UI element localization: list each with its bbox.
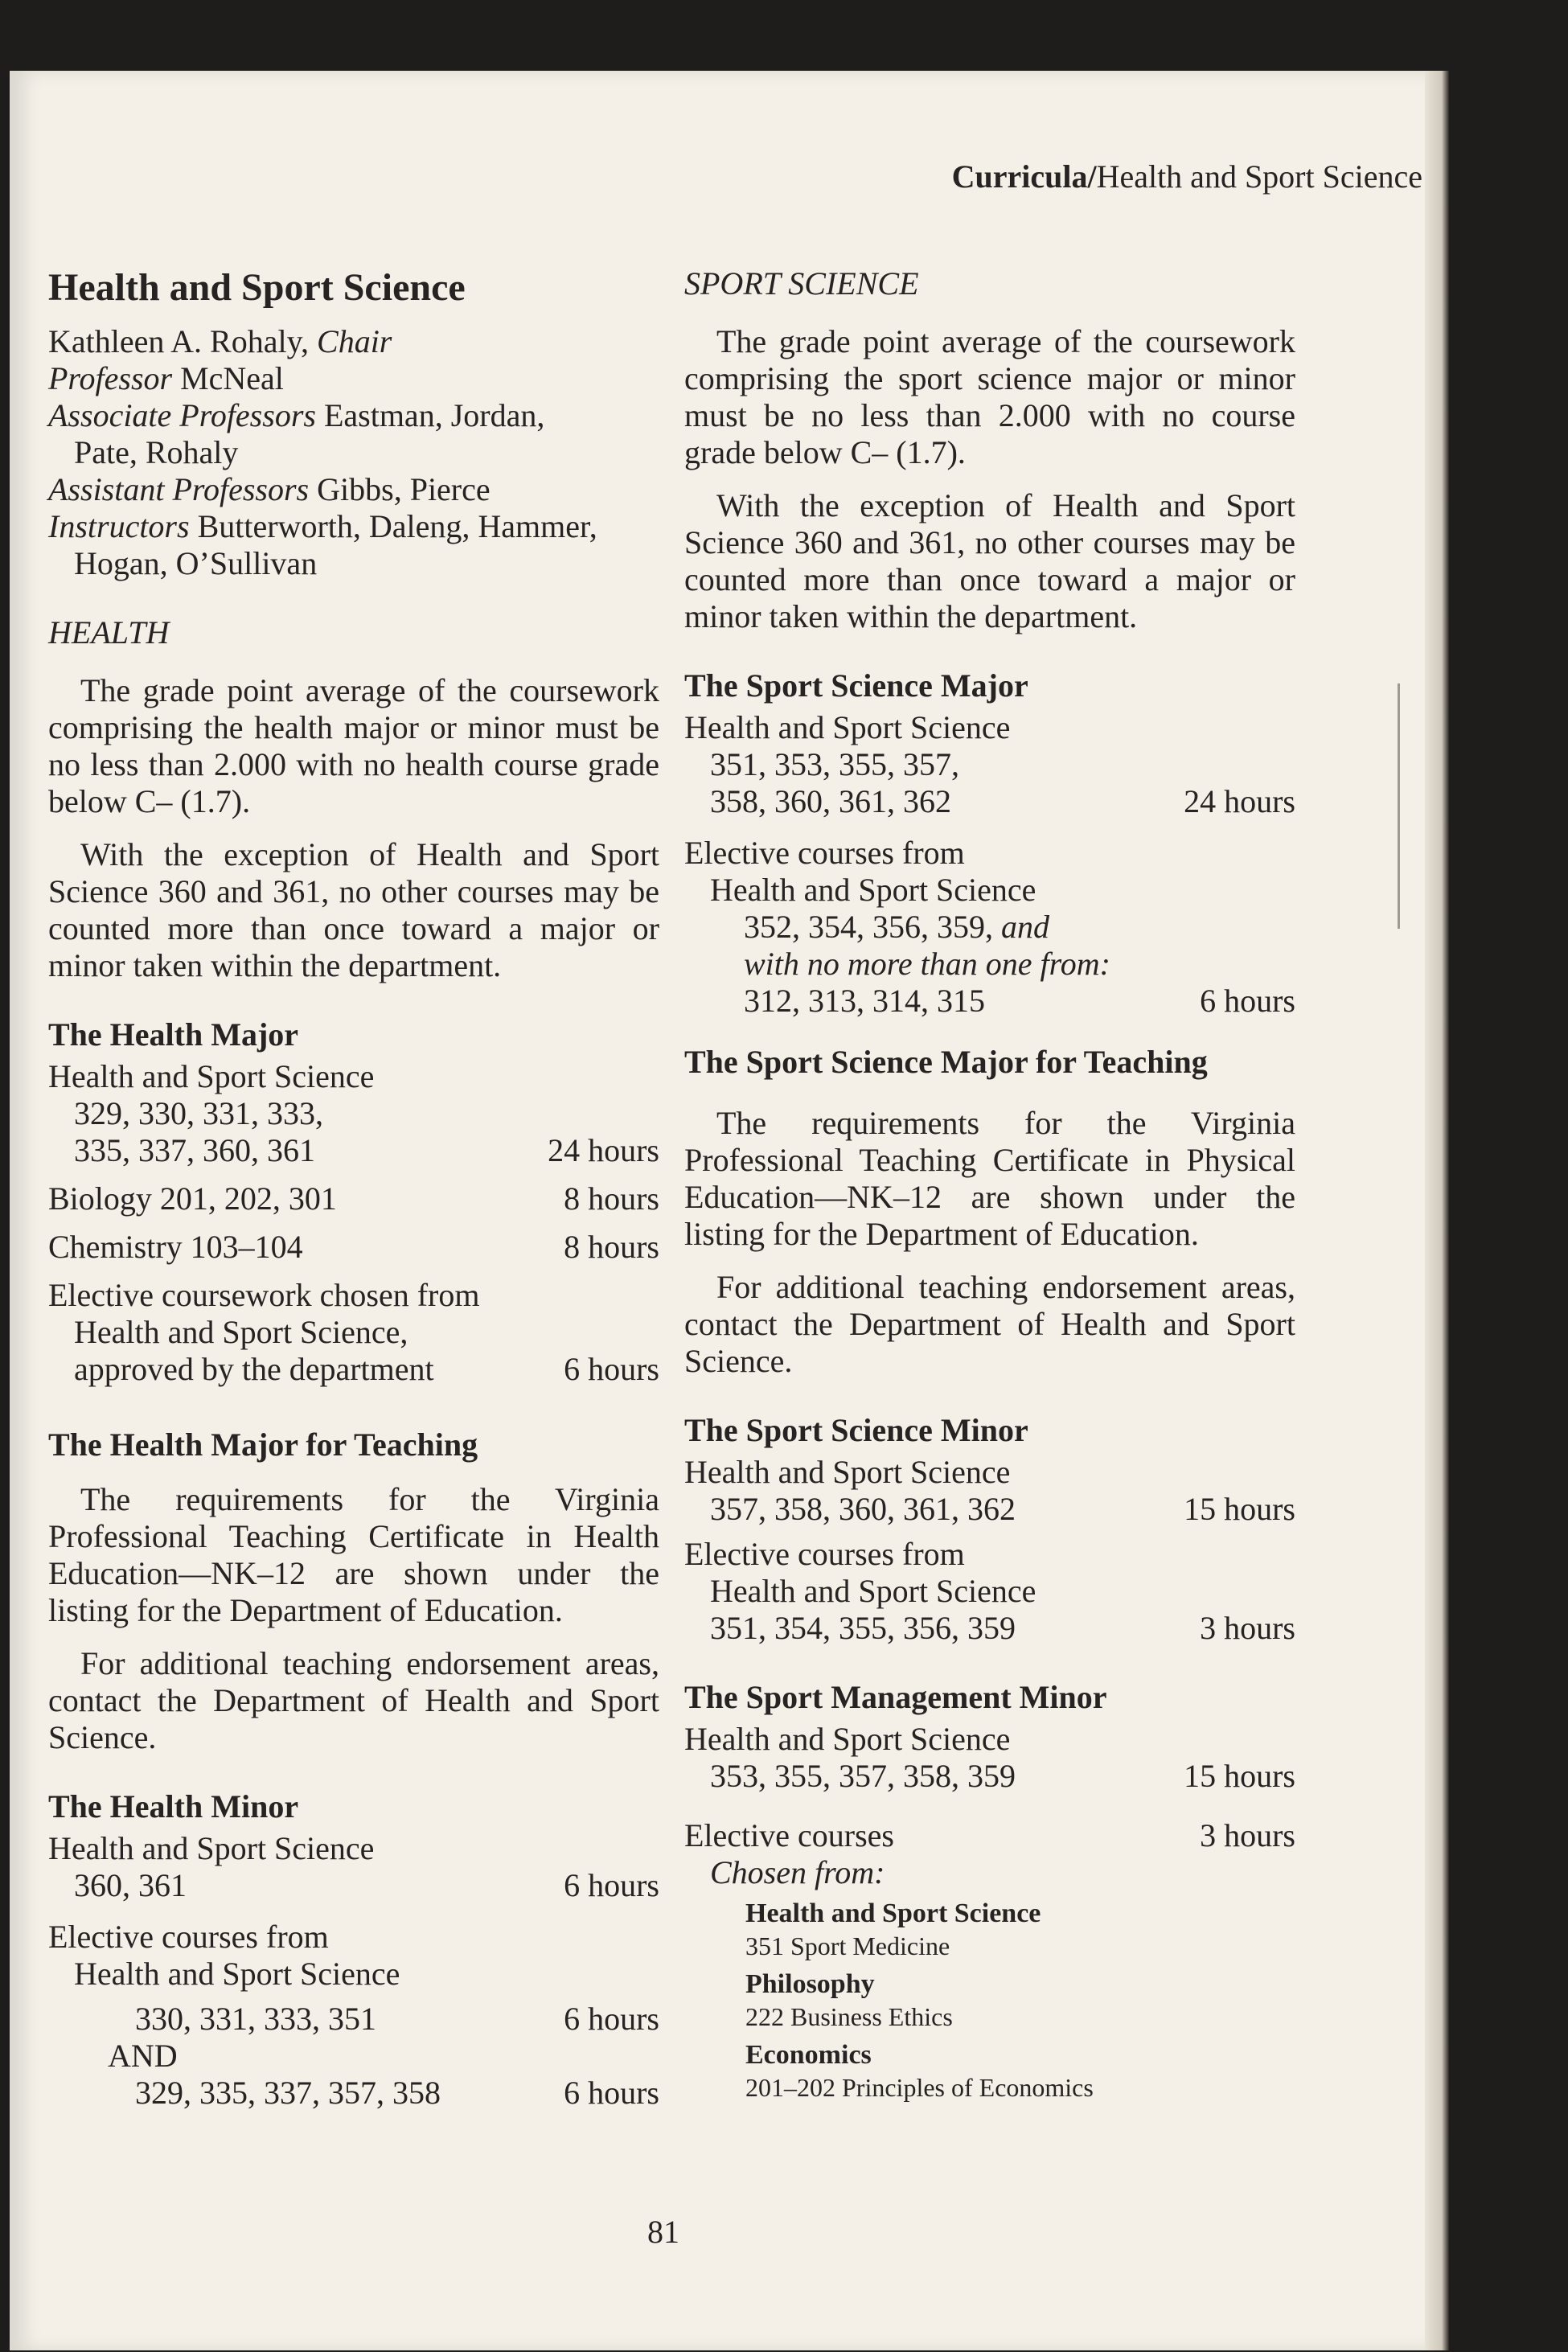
health-major — [48, 1016, 659, 1388]
health-minor-l2-hours: 6 hours — [564, 1867, 659, 1903]
health-bio: Biology 201, 202, 301 — [48, 1180, 337, 1217]
running-head — [952, 158, 1422, 195]
assoc-line — [48, 397, 659, 434]
chosen-subject: Economics — [745, 2040, 872, 2070]
sport-exception-paragraph: With the exception of Health and Sport Science 360 and 361, no other courses may be counted more than once toward a major or minor taken within the department. — [684, 487, 1295, 634]
sport-minor-e3-row — [684, 1610, 1295, 1647]
sport-teaching-title: The Sport Science Major for Teaching — [684, 1044, 1208, 1080]
page-number: 81 — [647, 2214, 679, 2250]
health-teaching-para1: The requirements for the Virginia Professional Teaching Certificate in Health Education—NK–12 are shown under the listing for the Department of Education. — [48, 1481, 659, 1628]
health-elec1: Elective coursework chosen from — [48, 1277, 480, 1313]
page-edge — [1425, 71, 1449, 2350]
sport-minor-l1: Health and Sport Science — [684, 1454, 1011, 1490]
instr-names-2: Hogan, O’Sullivan — [74, 545, 318, 581]
sport-major-l3: 358, 360, 361, 362 — [710, 783, 951, 819]
health-minor-l2: 360, 361 — [74, 1867, 187, 1903]
sport-management-chosen: Chosen from: — [710, 1854, 885, 1890]
sport-minor-e3: 351, 354, 355, 356, 359 — [710, 1610, 1016, 1646]
sport-management-l2-row — [684, 1758, 1295, 1795]
health-elec3-row — [48, 1351, 659, 1388]
sport-major-title: The Sport Science Major — [684, 667, 1028, 704]
health-gpa-paragraph: The grade point average of the coursework comprising the health major or minor must be no less than 2.000 with no health course grade below C– (1.7). — [48, 672, 659, 819]
instr-title: Instructors — [48, 508, 190, 544]
health-major-l3-hours: 24 hours — [548, 1132, 659, 1168]
health-major-title: The Health Major — [48, 1016, 299, 1053]
department-title: Health and Sport Science — [48, 266, 466, 309]
asst-line — [48, 471, 659, 508]
sport-major-e5-row — [684, 983, 1295, 1020]
chair-name: Kathleen A. Rohaly, — [48, 323, 310, 359]
running-head-rest: Health and Sport Science — [1096, 158, 1422, 195]
sport-major-e3a: 352, 354, 356, 359, — [744, 909, 993, 945]
assoc-names-2: Pate, Rohaly — [74, 434, 239, 470]
chosen-subject: Philosophy — [745, 1969, 875, 1999]
sport-gpa-paragraph: The grade point average of the coursework comprising the sport science major or minor must be no less than 2.000 with no course grade below C– (1.7). — [684, 323, 1295, 470]
sport-major-e4: with no more than one from: — [744, 946, 1110, 982]
instr-line — [48, 508, 659, 545]
sport-management-l2-hours: 15 hours — [1184, 1758, 1295, 1794]
sport-minor-l2-hours: 15 hours — [1184, 1491, 1295, 1527]
sport-major-e3b: and — [1001, 909, 1049, 945]
health-elec3: approved by the department — [74, 1351, 434, 1387]
health-bio-row — [48, 1180, 659, 1217]
health-minor-l1: Health and Sport Science — [48, 1830, 375, 1866]
sport-minor-l2-row — [684, 1491, 1295, 1528]
health-minor-e4-hours: 6 hours — [564, 2075, 659, 2111]
sport-minor — [684, 1412, 1295, 1647]
chair-line — [48, 323, 659, 360]
sport-management-e1: Elective courses — [684, 1817, 894, 1853]
sport-major-l3-hours: 24 hours — [1184, 783, 1295, 819]
asst-title: Assistant Professors — [48, 471, 310, 507]
health-teaching-para2: For additional teaching endorsement areas, contact the Department of Health and Sport Science. — [48, 1645, 659, 1755]
sport-minor-e1: Elective courses from — [684, 1536, 965, 1572]
health-bio-hours: 8 hours — [564, 1180, 659, 1217]
health-exception-paragraph: With the exception of Health and Sport Science 360 and 361, no other courses may be counted more than once toward a major or minor taken within the department. — [48, 836, 659, 983]
professor-title: Professor — [48, 360, 173, 396]
left-column — [48, 265, 659, 2136]
health-chem: Chemistry 103–104 — [48, 1229, 303, 1265]
health-teaching — [48, 1426, 659, 1756]
sport-major-e3 — [684, 909, 1295, 946]
sport-teaching — [684, 1044, 1295, 1380]
sport-management-e1-row — [684, 1817, 1295, 1854]
professor-line — [48, 360, 659, 397]
margin-rule — [1398, 683, 1400, 929]
sport-teaching-para2: For additional teaching endorsement areas, contact the Department of Health and Sport Science. — [684, 1269, 1295, 1379]
sport-major-e1: Elective courses from — [684, 835, 965, 871]
sport-major-l1: Health and Sport Science — [684, 709, 1011, 745]
faculty-list — [48, 323, 659, 582]
assoc-title: Associate Professors — [48, 397, 316, 433]
health-teaching-title: The Health Major for Teaching — [48, 1426, 478, 1463]
health-minor-e1: Elective courses from — [48, 1919, 329, 1955]
health-minor-e3: 330, 331, 333, 351 — [135, 2001, 376, 2037]
health-minor-e4: 329, 335, 337, 357, 358 — [135, 2075, 441, 2111]
sport-major-e2: Health and Sport Science — [710, 872, 1036, 908]
health-major-l3: 335, 337, 360, 361 — [74, 1132, 315, 1168]
instr-names-1: Butterworth, Daleng, Hammer, — [197, 508, 597, 544]
sport-major — [684, 667, 1295, 1020]
health-minor-e3-hours: 6 hours — [564, 2001, 659, 2037]
professor-names: McNeal — [180, 360, 284, 396]
health-minor-and: AND — [108, 2038, 178, 2074]
health-major-l3-row — [48, 1132, 659, 1169]
sport-major-l2: 351, 353, 355, 357, — [710, 746, 959, 782]
health-chem-hours: 8 hours — [564, 1229, 659, 1265]
sport-minor-title: The Sport Science Minor — [684, 1412, 1028, 1448]
sport-teaching-para1: The requirements for the Virginia Professional Teaching Certificate in Physical Education—NK–12 are shown under the listing for the Department of Education. — [684, 1105, 1295, 1252]
sport-major-e5: 312, 313, 314, 315 — [744, 983, 985, 1019]
sport-minor-l2: 357, 358, 360, 361, 362 — [710, 1491, 1016, 1527]
health-minor — [48, 1788, 659, 2112]
sport-minor-e2: Health and Sport Science — [710, 1573, 1036, 1609]
health-heading: HEALTH — [48, 614, 170, 651]
health-minor-e2: Health and Sport Science — [74, 1956, 400, 1992]
chosen-course: 222 Business Ethics — [745, 2002, 953, 2031]
health-minor-e4-row — [48, 2075, 659, 2112]
health-minor-e3-row — [48, 2001, 659, 2038]
health-minor-title: The Health Minor — [48, 1788, 299, 1825]
asst-names: Gibbs, Pierce — [317, 471, 491, 507]
running-head-bold: Curricula/ — [951, 158, 1097, 195]
health-elec-hours: 6 hours — [564, 1351, 659, 1387]
chosen-course: 201–202 Principles of Economics — [745, 2073, 1094, 2102]
chosen-subject: Health and Sport Science — [745, 1898, 1041, 1928]
sport-management-l2: 353, 355, 357, 358, 359 — [710, 1758, 1016, 1794]
chosen-course: 351 Sport Medicine — [745, 1931, 950, 1960]
health-minor-l2-row — [48, 1867, 659, 1904]
sport-minor-e3-hours: 3 hours — [1200, 1610, 1295, 1646]
health-chem-row — [48, 1229, 659, 1266]
right-column — [684, 265, 1295, 2128]
sport-management-title: The Sport Management Minor — [684, 1679, 1107, 1715]
chair-title: Chair — [317, 323, 392, 359]
sport-management-l1: Health and Sport Science — [684, 1721, 1011, 1757]
health-major-l1: Health and Sport Science — [48, 1058, 375, 1094]
sport-major-e5-hours: 6 hours — [1200, 983, 1295, 1019]
assoc-names-1: Eastman, Jordan, — [323, 397, 545, 433]
sport-major-l3-row — [684, 783, 1295, 820]
health-major-l2: 329, 330, 331, 333, — [74, 1095, 323, 1131]
sport-management-minor — [684, 1679, 1295, 2104]
sport-management-e1-hours: 3 hours — [1200, 1817, 1295, 1853]
sport-heading: SPORT SCIENCE — [684, 265, 919, 302]
health-elec2: Health and Sport Science, — [74, 1314, 408, 1350]
